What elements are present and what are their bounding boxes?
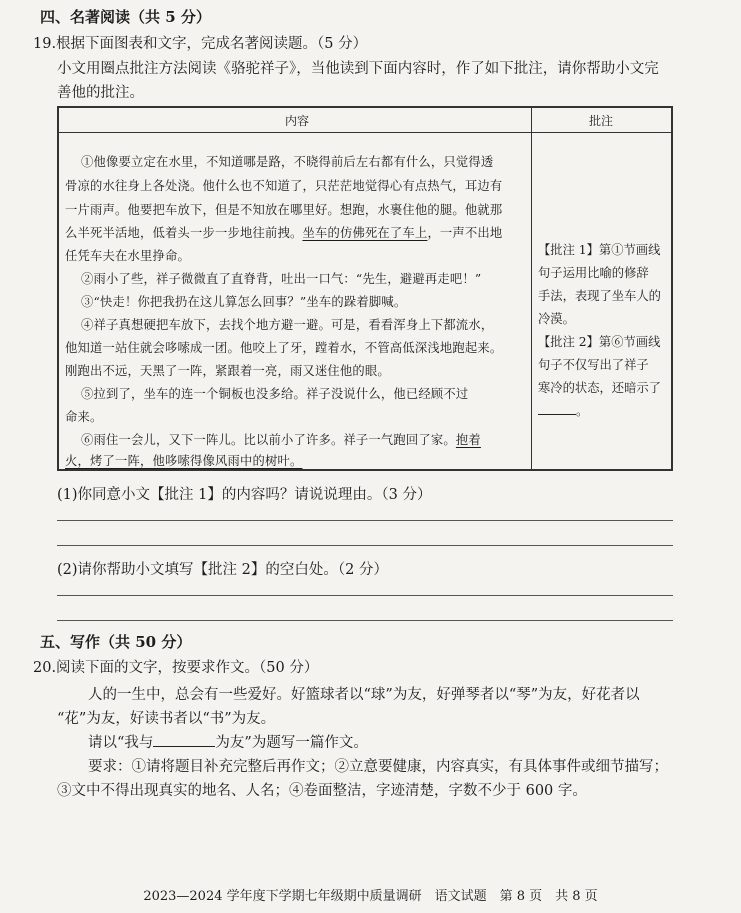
- content-line: 刚跑出不远，天黑了一阵，紧跟着一亮，雨又迷住他的眼。: [65, 364, 390, 378]
- answer-line-1a[interactable]: [57, 520, 673, 521]
- underlined-sentence-6a: 抱着: [455, 433, 481, 447]
- q19-stem: 19.根据下面图表和文字，完成名著阅读题。（5 分）: [33, 36, 368, 52]
- answer-line-1b[interactable]: [57, 545, 673, 546]
- q20-paragraph2: [88, 731, 368, 752]
- section5-title: 五、写作（共 50 分）: [40, 633, 192, 651]
- q20-title-prefix: 请以“我与: [88, 735, 154, 751]
- note-line: 寒冷的状态，还暗示了: [538, 381, 661, 395]
- q20-requirements-line2: ③文中不得出现真实的地名、人名；④卷面整洁，字迹清楚，字数不少于 600 字。: [57, 783, 587, 799]
- q20-paragraph1-line2: “花”为友，好读书者以“书”为友。: [57, 711, 276, 727]
- content-line: ③“快走！你把我扔在这儿算怎么回事？”坐车的跺着脚喊。: [81, 295, 407, 309]
- table-header-row: [59, 108, 671, 133]
- q19-desc-line1: 小文用圈点批注方法阅读《骆驼祥子》，当他读到下面内容时，作了如下批注，请你帮助小文完: [57, 61, 659, 77]
- note-line: [538, 401, 588, 419]
- note-line: 【批注 2】第⑥节画线: [538, 335, 661, 349]
- content-text: 么半死半活地，低着头一步一步地往前拽。: [65, 226, 303, 240]
- content-line: [65, 223, 502, 241]
- q20-requirements-line1: 要求：①请将题目补充完整后再作文；②立意要健康，内容真实，有具体事件或细节描写；: [88, 759, 668, 775]
- sub-question-2: (2)请你帮助小文填写【批注 2】的空白处。（2 分）: [57, 562, 388, 578]
- sub-question-1: (1)你同意小文【批注 1】的内容吗？请说说理由。（3 分）: [57, 487, 432, 503]
- q20-paragraph1-line1: 人的一生中，总会有一些爱好。好篮球者以“球”为友，好弹琴者以“琴”为友，好花者以: [88, 687, 640, 703]
- note-line: 手法，表现了坐车人的: [538, 289, 661, 303]
- content-line: [81, 430, 481, 448]
- table-header-content: 内容: [285, 114, 310, 128]
- content-line: ⑤拉到了，坐车的连一个铜板也没多给。祥子没说什么，他已经顾不过: [81, 387, 469, 401]
- content-line: ④祥子真想硬把车放下，去找个地方避一避。可是，看看浑身上下都流水，: [81, 318, 494, 332]
- q20-title-suffix: 为友”为题写一篇作文。: [215, 735, 368, 751]
- note-line: 句子运用比喻的修辞: [538, 266, 649, 280]
- content-text: ，一声不出地: [427, 226, 503, 240]
- content-line: [65, 451, 302, 469]
- answer-line-2a[interactable]: [57, 595, 673, 596]
- content-line: 命来。: [65, 410, 103, 424]
- note-line: 冷漠。: [538, 312, 575, 326]
- q19-desc-line2: 善他的批注。: [57, 85, 144, 101]
- table-header-notes: 批注: [589, 114, 614, 128]
- underlined-sentence-6b: 火，烤了一阵，他哆嗦得像风雨中的树叶。: [65, 454, 303, 468]
- content-text: ⑥雨住一会儿，又下一阵儿。比以前小了许多。祥子一气跑回了家。: [81, 433, 456, 447]
- annotation-table: [57, 106, 673, 471]
- content-line: ②雨小了些，祥子微微直了直脊背，吐出一口气：“先生，避避再走吧！”: [81, 272, 482, 286]
- section4-title: 四、名著阅读（共 5 分）: [40, 8, 211, 26]
- content-line: 他知道一站住就会哆嗦成一团。他咬上了牙，蹚着水，不管高低深浅地跑起来。: [65, 341, 503, 355]
- answer-line-2b[interactable]: [57, 620, 673, 621]
- content-line: 骨凉的水往身上各处浇。他什么也不知道了，只茫茫地觉得心有点热气，耳边有: [65, 179, 503, 193]
- annotation2-blank[interactable]: [538, 402, 576, 415]
- page-footer: 2023—2024 学年度下学期七年级期中质量调研 语文试题 第 8 页 共 8 页: [143, 889, 598, 904]
- content-line: ①他像要立定在水里，不知道哪是路，不晓得前后左右都有什么，只觉得透: [81, 155, 494, 169]
- title-blank[interactable]: [153, 732, 215, 747]
- content-line: 任凭车夫在水里挣命。: [65, 249, 190, 263]
- q20-stem: 20.阅读下面的文字，按要求作文。（50 分）: [33, 660, 319, 676]
- table-divider: [531, 108, 532, 469]
- note-line: 【批注 1】第①节画线: [538, 243, 661, 257]
- note-line: 句子不仅写出了祥子: [538, 358, 649, 372]
- content-line: 一片雨声。他要把车放下，但是不知放在哪里好。想跑，水裹住他的腿。他就那: [65, 203, 503, 217]
- underlined-sentence-1: 坐车的仿佛死在了车上: [302, 226, 428, 240]
- note-text: 。: [576, 404, 589, 418]
